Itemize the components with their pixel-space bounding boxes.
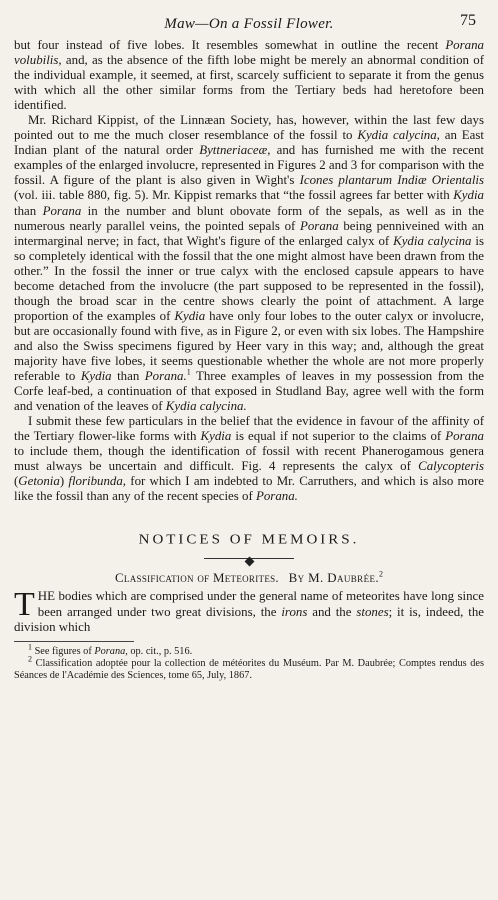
paragraph-3: I submit these few particulars in the belief that the evidence in favour of the affinity of the Tertiary flower-like forms with Kydia is equal if not superior to the claims of Porana to include them, though the identification of fossil with recent Phanerogamous genera must always be uncertain and difficult. Fig. 4 represents the calyx of Calycopteris (Getonia) floribunda, for which I am indebted to Mr. Carruthers, and which is also more like the fossil than any of the recent species of Porana.	[14, 414, 485, 504]
footnote-1: $^1$ See figures of Porana, op. cit., p. 516.	[28, 642, 193, 657]
ornament-divider	[14, 553, 484, 563]
section-title: NOTICES OF MEMOIRS.	[138, 533, 360, 548]
article-body: THE bodies which are comprised under the general name of meteorites have long since been arranged under two great divisions, the irons and the stones; it is, indeed, the division which	[14, 586, 484, 634]
footnote-ref-1[interactable]: 1	[186, 367, 191, 377]
paragraph-2: Mr. Richard Kippist, of the Linnæan Society, has, however, within the last few days pointed out to me the much closer resemblance of the fossil to Kydia calycina, an East Indian plant of the natural order Byttneriaceæ, and has furnished me with the recent examples of the enlarged involucre, represented in Figures 2 and 3 for comparison with the fossil. A figure of the plant is also given in Wight's Icones plantarum Indiæ Orientalis (vol. iii. table 880, fig. 5). Mr. Kippist remarks that “the fossil agrees far better with Kydia than Porana in the number and blunt obovate form of the sepals, as well as in the numerous nearly parallel veins, the pointed sepals of Porana being penniveined with an intermarginal nerve; in fact, that Wight's figure of the enlarged calyx of Kydia calycina is so completely identical with the fossil that the one might almost have been drawn from the other.” In the fossil the inner or true calyx with the enclosed capsule appears to have become detached from the involucre (the part supposed to be represented in the fossil), though the broad scar in the centre shows clearly the point of attachment. A large proportion of the examples of Kydia have only four lobes to the outer calyx or involucre, but are occasionally found with five, as in Figure 2, or even with six lobes. The Hampshire and also the Swiss specimens figured by Heer vary in this way; and, although the great majority have five lobes, it seems questionable whether the whole are not more properly referable to Kydia than Porana.$^1$ Three examples of leaves in my possession from the Corfe leaf-bed, a continuation of that exposed in Studland Bay, agree well with the form and venation of the leaves of Kydia calycina.	[14, 113, 485, 414]
footnotes	[14, 642, 484, 683]
drop-cap: T	[14, 586, 35, 624]
footnote-ref-2[interactable]: 2	[378, 570, 383, 580]
running-head	[14, 8, 484, 38]
footnote-2: $^2$ Classification adoptée pour la collection de météorites du Muséum. Par M. Daubrée; Comptes rendus des Séances de l'Académie des Sciences, tome 65, July, 1867.	[14, 654, 484, 681]
article-title: Classification of Meteorites.	[115, 571, 279, 586]
article-heading	[14, 571, 484, 586]
footnote-divider	[14, 641, 134, 642]
main-text	[14, 38, 484, 504]
running-title: Maw—On a Fossil Flower.	[164, 16, 334, 32]
article-author: By M. Daubrée.	[288, 571, 379, 586]
paragraph-1: but four instead of five lobes. It resembles somewhat in outline the recent Porana volubilis, and, as the absence of the fifth lobe might be merely an abnormal condition of the individual example, it seemed, at first, scarcely sufficient to separate it from the genus with which all the other similar forms from the Tertiary beds had heretofore been identified.	[14, 38, 484, 113]
page-number: 75	[460, 12, 476, 29]
